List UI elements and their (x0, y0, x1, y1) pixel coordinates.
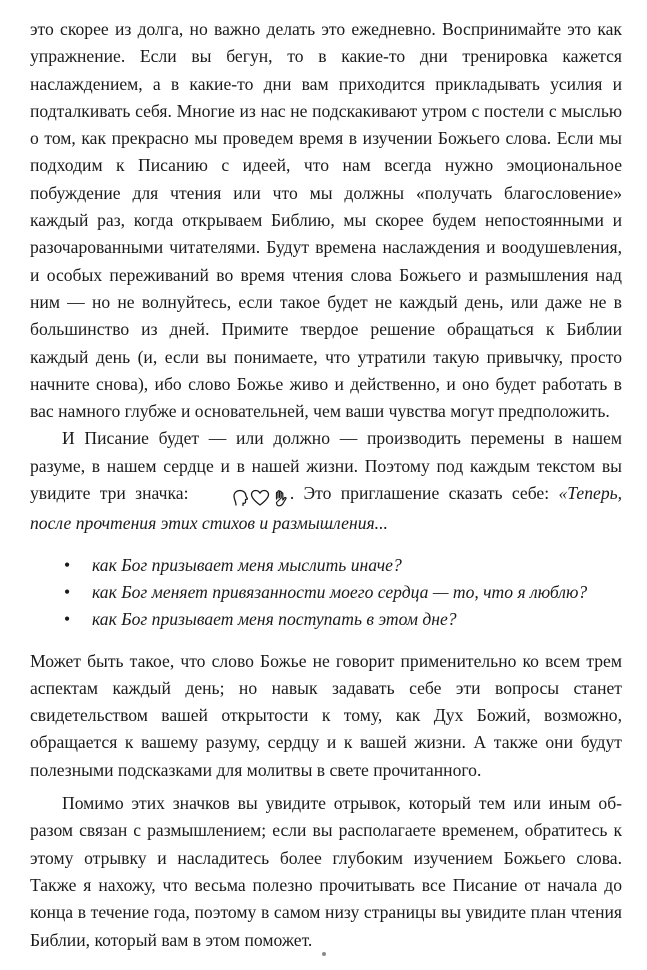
page-dot-mark (322, 952, 326, 956)
hand-icon (272, 489, 288, 507)
bullet-marker: • (64, 609, 71, 630)
list-item-text: как Бог призывает меня мыслить иначе? (92, 554, 402, 575)
question-list (30, 552, 622, 634)
icon-group (200, 483, 288, 510)
head-icon (232, 489, 248, 507)
paragraph-4: Помимо этих значков вы увидите отрывок, который тем или иным образом связан с размышлением; если вы располагаете временем, обратитесь к этому отрывку и насладитесь более глубоким изучением Божьего слова. Также я нахожу, что весьма полезно прочитывать все Писание от начала до конца в течение года, поэтому в самом низу страницы вы увидите план чтения Библии, который вам в этом поможет. (30, 793, 622, 950)
paragraph-2 (30, 425, 622, 537)
bullet-marker: • (64, 581, 71, 602)
paragraph-1: это скорее из долга, но важно делать это ежедневно. Воспринимайте это как упражнение. Если вы бегун, то в какие-то дни тренировка кажется наслаждением, а в какие-то дни вам приходится прикладывать усилия и подталкивать себя. Многие из нас не подскакивают утром с постели с мыслью о том, как прекрасно мы проведем время в изучении Божьего слова. Если мы подходим к Писанию с идеей, что нам всегда нужно эмоциональное побуждение для чтения или что мы должны «получать благословение» каждый раз, когда открываем Библию, мы скорее будем непостоянными и разочарованными читателями. Будут времена наслаждения и воодушевления, и особых переживаний во время чтения слова Божьего и размышления над ним — но не волнуйтесь, если такое будет не каждый день, или даже не в большинство из дней. Примите твердое решение обращаться к Библии каждый день (и, если вы понимаете, что утратили такую привычку, просто начните снова), ибо слово Божье живо и действенно, и оно будет работать в вас намного глубже и основательней, чем ваши чувства могут предположить. (30, 19, 622, 422)
paragraph-3: Может быть такое, что слово Божье не говорит применительно ко всем трем аспектам каждый день; но навык задавать себе эти вопросы станет свидетельством вашей открытости к тому, как Дух Божий, возможно, обращается к вашему разуму, сердцу и к вашей жизни. А также они будут полезными подсказками для молитвы в свете прочитанного. (30, 650, 622, 780)
paragraph-2-text: И Писание будет — или должно — производить перемены в нашем разуме, в нашем сердце и в нашей жизни. Поэтому под каждым текстом вы увидите три значка: (30, 428, 622, 504)
list-item (30, 552, 622, 579)
list-item (30, 579, 622, 606)
paragraph-2-quote: «Теперь, после прочтения этих стихов и размышления... (30, 483, 623, 534)
paragraph-2-continuation: . Это приглашение сказать себе: (289, 483, 550, 504)
list-item-text: как Бог меняет привязанности моего сердца — то, что я люблю? (92, 581, 588, 602)
page-body (30, 16, 622, 954)
list-item (30, 606, 622, 633)
heart-icon (250, 489, 270, 507)
bullet-marker: • (64, 554, 71, 575)
list-item-text: как Бог призывает меня поступать в этом дне? (92, 609, 457, 630)
